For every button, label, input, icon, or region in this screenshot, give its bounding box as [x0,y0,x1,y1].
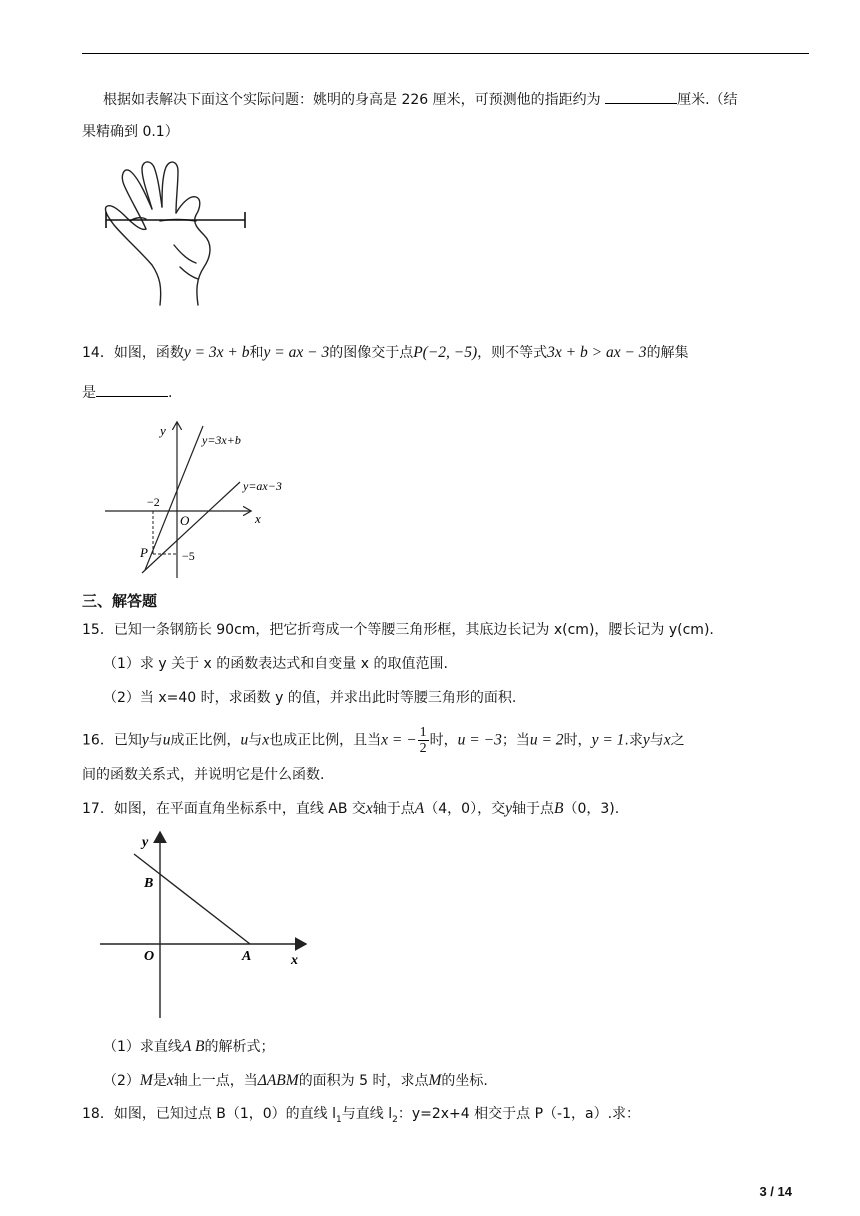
q14-text2: ，则不等式 [477,345,548,361]
line2-label: y=ax−3 [243,479,282,493]
q14-and: 和 [249,345,264,361]
q17-text: （4，0），交 [424,801,506,817]
q14-function2: y = ax − 3 [263,344,330,361]
q14-line2-text: 是 [82,385,96,401]
q15-part2: （2）当 x=40 时，求函数 y 的值，并求出此时等腰三角形的面积. [103,690,517,706]
q17-part2 [103,1071,488,1091]
subscript-1: 1 [336,1114,342,1125]
tick-neg5: −5 [182,549,195,563]
q17-text: （0，3). [563,801,620,817]
y-axis-label: y [160,423,166,438]
q15-line1: 15．已知一条钢筋长 90cm，把它折弯成一个等腰三角形框，其底边长记为 x(cm)，腰长记为 y(cm). [82,622,714,638]
q13-line2: 果精确到 0.1） [82,124,179,140]
eq-u1: u = −3 [457,731,502,749]
q17-text: 轴于点 [511,801,554,817]
tick-neg2: −2 [147,495,160,509]
var-y: y [642,731,650,749]
eq-x: x = − [381,731,417,749]
q14-point: P(−2, −5) [413,344,478,361]
q16-line1 [82,725,685,756]
q17-part1-text: （1）求直线 [103,1039,182,1055]
point-b-label: B [144,876,154,891]
fraction-half [418,725,429,756]
point-a-label: A [242,949,252,964]
q14-line1 [82,343,689,363]
origin-label: O [180,513,190,528]
q18-text: ：y=2x+4 相交于点 P（-1，a）.求： [397,1106,641,1122]
q16-text: 成正比例， [170,732,241,749]
section-heading: 三、解答题 [82,592,158,610]
var-x: x [166,1072,174,1089]
q13-line1 [103,89,738,110]
q17-part2-text: 的坐标. [441,1073,488,1089]
point-p-label: P [140,545,148,560]
var-u: u [240,731,249,749]
q14-line2 [82,382,172,403]
q14-number: 14．如图，函数 [82,345,184,361]
var-y: y [141,731,149,749]
line1-label: y=3x+b [202,433,241,447]
q16-text: 时， [563,732,592,749]
q16-line2: 间的函数关系式，并说明它是什么函数. [82,767,325,783]
q17-graph [98,826,318,1021]
q14-function1: y = 3x + b [183,344,250,361]
origin-label: O [144,949,155,964]
point-a: A [414,800,425,817]
q18-text: 18．如图，已知过点 B（1，0）的直线 l [82,1106,337,1122]
q17-part1 [103,1037,274,1057]
line-ab [134,854,250,944]
q17-part2-text: 的面积为 5 时，求点 [298,1073,429,1089]
q16-text: ；当 [501,732,530,749]
q17-part2-text: 轴上一点，当 [173,1073,258,1089]
q17-text: 17．如图，在平面直角坐标系中，直线 AB 交 [82,801,366,817]
q16-text: 与 [148,732,163,749]
q18-line1 [82,1104,640,1130]
q14-inequality: 3x + b > ax − 3 [547,344,647,361]
q14-tail: 的解集 [646,345,689,361]
q13-text: 根据如表解决下面这个实际问题：姚明的身高是 226 厘米，可预测他的指距约为 [103,92,606,108]
answer-blank[interactable] [605,89,677,104]
q14-period: . [168,385,173,401]
q16-text: 与 [649,732,664,749]
point-m: M [428,1072,442,1089]
q14-graph [100,418,300,583]
x-axis-label: x [255,511,261,526]
point-m: M [139,1072,153,1089]
q17-line1 [82,799,619,819]
q16-text: 之 [670,732,685,749]
eq-y: y = 1 [591,731,625,749]
page-number: 3 / 14 [759,1184,792,1199]
q18-text: 与直线 l [341,1106,393,1122]
q16-text: .求 [624,732,643,749]
q17-part2-text: （2） [103,1073,140,1089]
var-x: x [262,731,270,749]
q16-text: 时， [429,732,458,749]
q17-part2-text: 是 [152,1073,167,1089]
q16-text: 与 [248,732,263,749]
x-axis-label: x [291,953,298,968]
triangle-abm: ΔABM [257,1072,299,1089]
q17-part1-tail: 的解析式； [204,1039,275,1055]
fraction-numerator: 1 [419,725,427,740]
hand-figure [100,155,250,315]
subscript-2: 2 [392,1114,398,1125]
header-rule [82,53,809,54]
var-y: y [505,800,512,817]
q16-text: 也成正比例，且当 [269,732,382,749]
q17-text: 轴于点 [372,801,415,817]
q14-text: 的图像交于点 [329,345,414,361]
line-ab-label: A B [181,1038,205,1055]
var-x: x [365,800,373,817]
y-axis-label: y [142,835,149,850]
q16-text: 16．已知 [82,732,142,749]
eq-u2: u = 2 [529,731,564,749]
q13-text-tail: 厘米.（结 [677,92,738,108]
q15-part1: （1）求 y 关于 x 的函数表达式和自变量 x 的取值范围. [103,656,448,672]
point-b: B [553,800,564,817]
answer-blank[interactable] [96,382,168,397]
var-x: x [663,731,671,749]
fraction-denominator: 2 [419,741,427,756]
var-u: u [162,731,171,749]
